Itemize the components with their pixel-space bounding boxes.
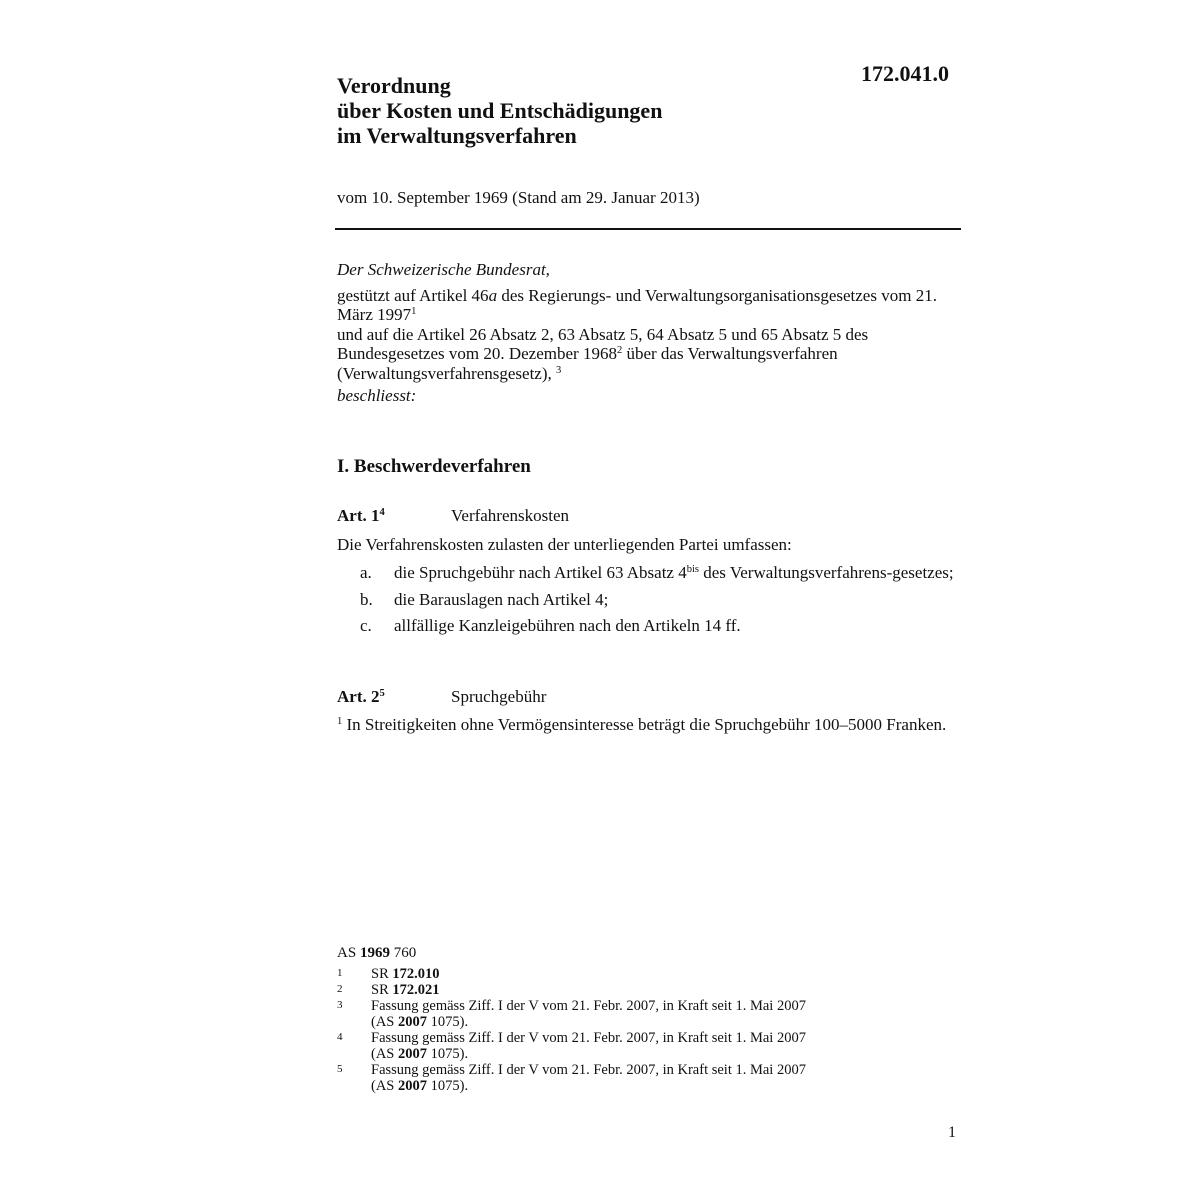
footnote-ref-2: 2 bbox=[616, 345, 623, 357]
article-1-list bbox=[337, 563, 958, 643]
document-title bbox=[337, 73, 662, 148]
footnote: 3 Fassung gemäss Ziff. I der V vom 21. Febr. 2007, in Kraft seit 1. Mai 2007 (AS 2007 1075). bbox=[337, 998, 806, 1030]
article-1-heading bbox=[337, 506, 569, 526]
page-number: 1 bbox=[948, 1124, 956, 1141]
legal-basis-1: gestützt auf Artikel 46a des Regierungs- und Verwaltungsorganisationsgesetzes vom 21. März 1997$^1$ bbox=[337, 285, 937, 324]
list-item-text: allfällige Kanzleigebühren nach den Artikeln 14 ff. bbox=[394, 616, 741, 635]
article-1-label: Art. 1 bbox=[337, 506, 380, 525]
list-item-letter: c. bbox=[360, 616, 372, 635]
article-2-heading bbox=[337, 687, 546, 707]
date-line: vom 10. September 1969 (Stand am 29. Januar 2013) bbox=[337, 188, 700, 207]
article-1-intro: Die Verfahrenskosten zulasten der unterliegenden Partei umfassen: bbox=[337, 535, 792, 554]
footnote-ref-3: 3 bbox=[556, 364, 562, 376]
article-2-label: Art. 2 bbox=[337, 687, 380, 706]
header-divider bbox=[335, 228, 961, 230]
sr-number: 172.041.0 bbox=[861, 61, 949, 86]
list-item-text: die Barauslagen nach Artikel 4; bbox=[394, 589, 609, 609]
footnote: 4 Fassung gemäss Ziff. I der V vom 21. Febr. 2007, in Kraft seit 1. Mai 2007 (AS 2007 1075). bbox=[337, 1030, 806, 1062]
list-item-text: die Spruchgebühr nach Artikel 63 Absatz $4^{bis}$ des Verwaltungsverfahrens-gesetzes; bbox=[394, 563, 954, 582]
list-item bbox=[337, 563, 958, 583]
list-item-letter: a. bbox=[360, 563, 372, 582]
title-line-3: im Verwaltungsverfahren bbox=[337, 123, 577, 148]
list-item bbox=[337, 616, 958, 636]
paragraph-number: 1 bbox=[337, 716, 343, 728]
footnote-ref-5: 5 bbox=[379, 688, 385, 700]
section-title: I. Beschwerdeverfahren bbox=[337, 456, 531, 477]
title-line-1: Verordnung bbox=[337, 73, 451, 98]
legal-basis-2: und auf die Artikel 26 Absatz 2, 63 Absatz 5, 64 Absatz 5 und 65 Absatz 5 des Bundesgesetzes vom 20. Dezember 1968$^2$ über das Verwaltungsverfahren (Verwaltungsverfahrensgesetz), $^3$ bbox=[337, 324, 869, 383]
official-collection-ref: AS 1969 760 bbox=[337, 945, 417, 961]
list-item-letter: b. bbox=[360, 589, 373, 609]
footnotes bbox=[337, 966, 897, 1094]
article-2-title: Spruchgebühr bbox=[451, 687, 547, 706]
list-item bbox=[337, 590, 958, 610]
footnote: 2 SR 172.021 bbox=[337, 982, 440, 998]
footnote-ref-1: 1 bbox=[411, 306, 417, 318]
footnote: 1 SR 172.010 bbox=[337, 966, 440, 982]
preamble bbox=[337, 260, 957, 406]
footnote-ref-4: 4 bbox=[379, 507, 385, 519]
footnote: 5 Fassung gemäss Ziff. I der V vom 21. Febr. 2007, in Kraft seit 1. Mai 2007 (AS 2007 1075). bbox=[337, 1062, 806, 1094]
authority-line: Der Schweizerische Bundesrat, bbox=[337, 260, 550, 279]
title-line-2: über Kosten und Entschädigungen bbox=[337, 98, 663, 123]
article-1-title: Verfahrenskosten bbox=[451, 506, 570, 525]
decides-line: beschliesst: bbox=[337, 386, 417, 405]
article-2-paragraph-1: $^1$ In Streitigkeiten ohne Vermögensinteresse beträgt die Spruchgebühr 100–5000 Franken. bbox=[337, 715, 947, 734]
